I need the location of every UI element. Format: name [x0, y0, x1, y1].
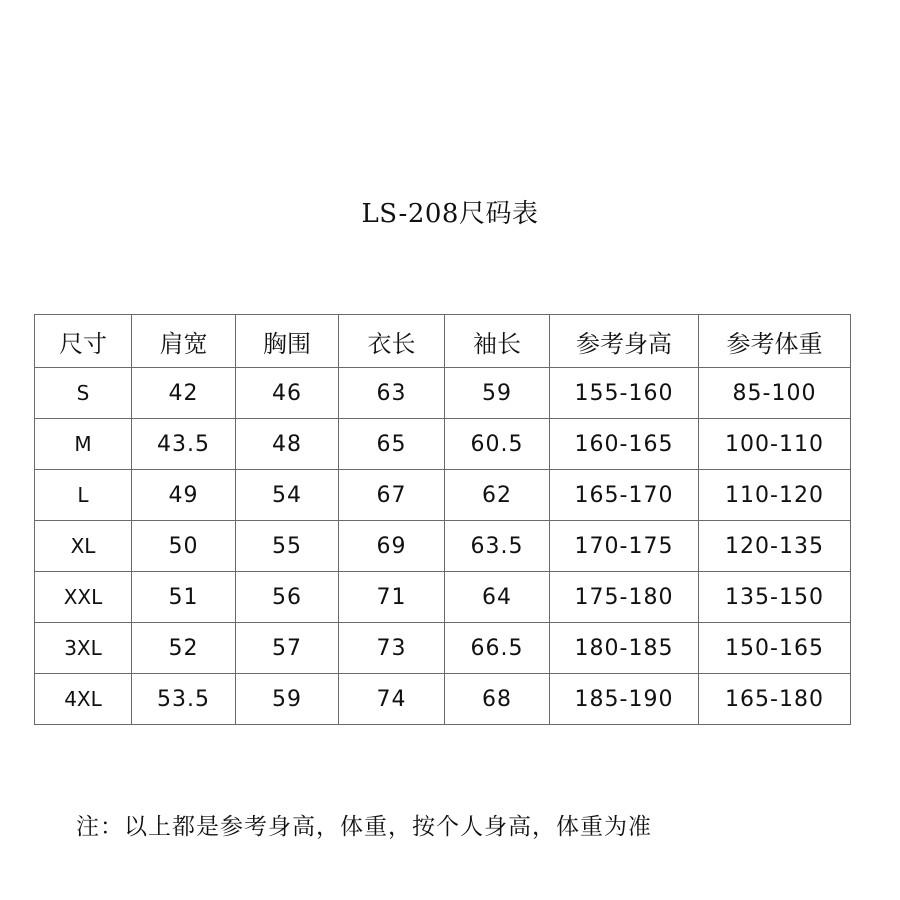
size-cell: XXL — [35, 572, 132, 623]
weight-cell: 165-180 — [699, 674, 851, 725]
length-cell: 73 — [339, 623, 445, 674]
height-cell: 180-185 — [550, 623, 699, 674]
chest-cell: 59 — [236, 674, 339, 725]
header-length: 衣长 — [339, 315, 445, 368]
page-title: LS-208尺码表 — [361, 199, 539, 229]
chest-cell: 56 — [236, 572, 339, 623]
length-cell: 67 — [339, 470, 445, 521]
height-cell: 175-180 — [550, 572, 699, 623]
length-cell: 74 — [339, 674, 445, 725]
table-row — [35, 572, 851, 623]
size-chart-table — [34, 314, 851, 725]
size-cell: 3XL — [35, 623, 132, 674]
sleeve-cell: 64 — [445, 572, 550, 623]
height-cell: 160-165 — [550, 419, 699, 470]
sleeve-cell: 63.5 — [445, 521, 550, 572]
shoulder-cell: 52 — [132, 623, 236, 674]
weight-cell: 135-150 — [699, 572, 851, 623]
length-cell: 65 — [339, 419, 445, 470]
sleeve-cell: 60.5 — [445, 419, 550, 470]
weight-cell: 120-135 — [699, 521, 851, 572]
chest-cell: 48 — [236, 419, 339, 470]
table-row — [35, 521, 851, 572]
table-row — [35, 470, 851, 521]
shoulder-cell: 51 — [132, 572, 236, 623]
chest-cell: 46 — [236, 368, 339, 419]
height-cell: 165-170 — [550, 470, 699, 521]
size-cell: L — [35, 470, 132, 521]
size-cell: XL — [35, 521, 132, 572]
header-chest: 胸围 — [236, 315, 339, 368]
header-shoulder-width: 肩宽 — [132, 315, 236, 368]
sleeve-cell: 66.5 — [445, 623, 550, 674]
shoulder-cell: 42 — [132, 368, 236, 419]
table-row — [35, 623, 851, 674]
length-cell: 69 — [339, 521, 445, 572]
size-cell: 4XL — [35, 674, 132, 725]
chest-cell: 54 — [236, 470, 339, 521]
shoulder-cell: 53.5 — [132, 674, 236, 725]
sleeve-cell: 62 — [445, 470, 550, 521]
table-header-row — [35, 315, 851, 368]
size-cell: S — [35, 368, 132, 419]
table-row — [35, 419, 851, 470]
header-sleeve-length: 袖长 — [445, 315, 550, 368]
footnote: 注：以上都是参考身高，体重，按个人身高，体重为准 — [76, 814, 652, 840]
size-cell: M — [35, 419, 132, 470]
height-cell: 155-160 — [550, 368, 699, 419]
chest-cell: 57 — [236, 623, 339, 674]
shoulder-cell: 50 — [132, 521, 236, 572]
weight-cell: 100-110 — [699, 419, 851, 470]
weight-cell: 150-165 — [699, 623, 851, 674]
header-size: 尺寸 — [35, 315, 132, 368]
weight-cell: 85-100 — [699, 368, 851, 419]
header-reference-weight: 参考体重 — [699, 315, 851, 368]
sleeve-cell: 59 — [445, 368, 550, 419]
shoulder-cell: 43.5 — [132, 419, 236, 470]
table-row — [35, 674, 851, 725]
height-cell: 170-175 — [550, 521, 699, 572]
header-reference-height: 参考身高 — [550, 315, 699, 368]
height-cell: 185-190 — [550, 674, 699, 725]
length-cell: 71 — [339, 572, 445, 623]
shoulder-cell: 49 — [132, 470, 236, 521]
table-row — [35, 368, 851, 419]
weight-cell: 110-120 — [699, 470, 851, 521]
length-cell: 63 — [339, 368, 445, 419]
chest-cell: 55 — [236, 521, 339, 572]
sleeve-cell: 68 — [445, 674, 550, 725]
